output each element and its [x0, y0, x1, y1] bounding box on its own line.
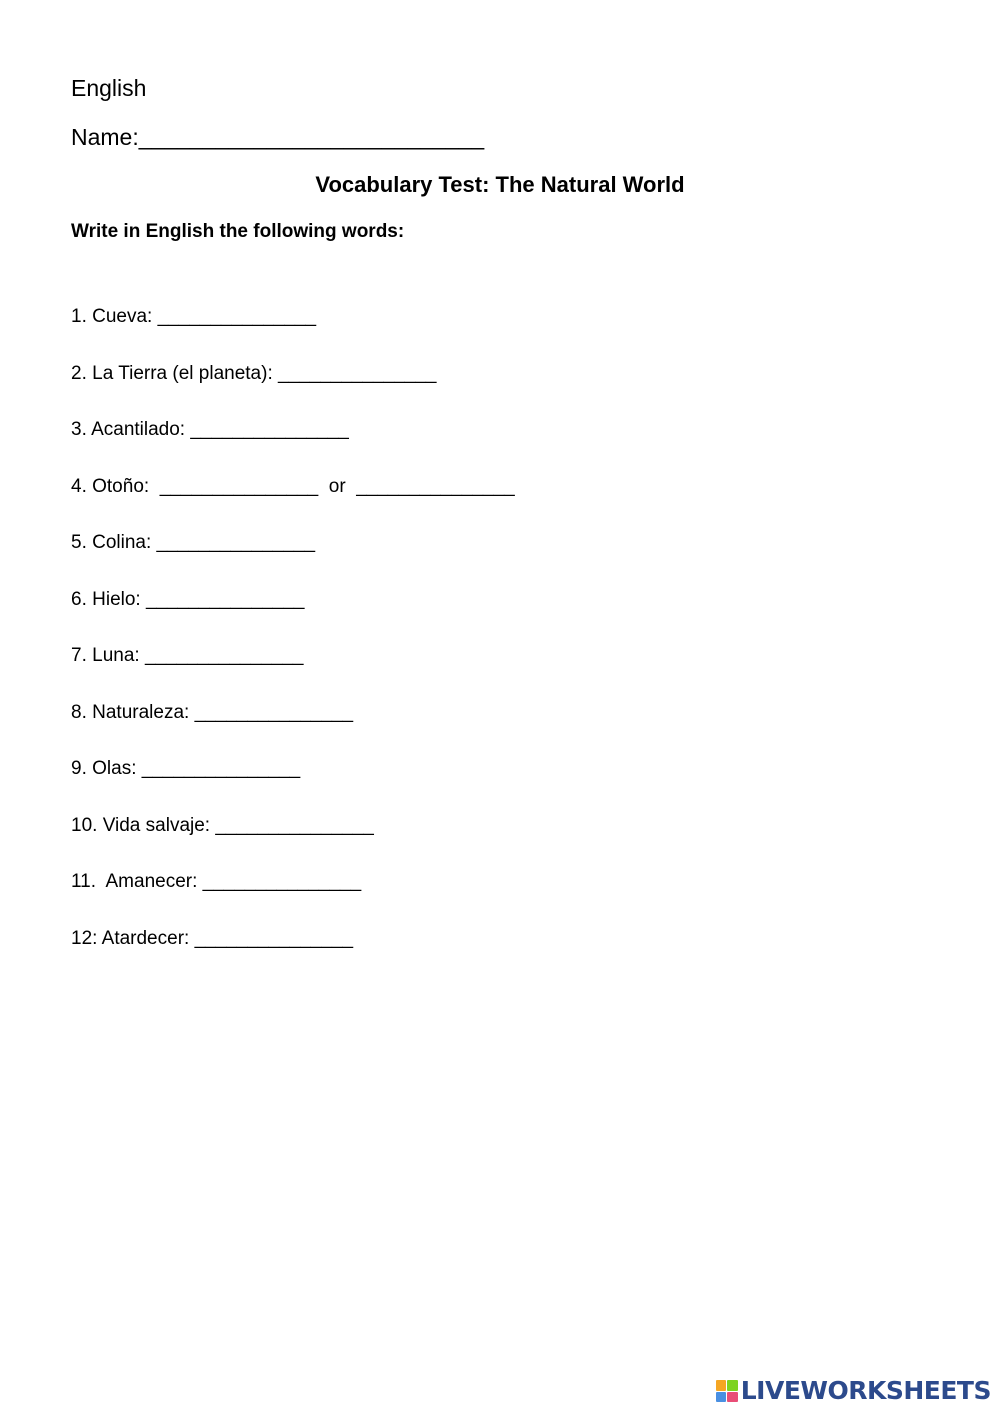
vocabulary-item-10[interactable]: 10. Vida salvaje: _______________ — [71, 814, 374, 836]
vocabulary-list — [71, 303, 515, 981]
vocabulary-item-1[interactable]: 1. Cueva: _______________ — [71, 306, 317, 327]
vocabulary-item-12[interactable]: 12: Atardecer: _______________ — [71, 927, 354, 949]
logo-square-1 — [716, 1380, 727, 1391]
logo-square-3 — [716, 1392, 727, 1403]
liveworksheets-logo-icon — [716, 1380, 738, 1402]
vocabulary-item-7[interactable]: 7. Luna: _______________ — [71, 645, 304, 666]
instruction-text: Write in English the following words: — [71, 221, 405, 242]
vocabulary-item-6[interactable]: 6. Hielo: _______________ — [71, 588, 305, 610]
page-title: Vocabulary Test: The Natural World — [315, 172, 685, 197]
logo-square-4 — [727, 1392, 738, 1403]
subject-label: English — [71, 75, 147, 101]
liveworksheets-brand — [716, 1377, 991, 1405]
brand-name: LIVEWORKSHEETS — [740, 1376, 991, 1405]
vocabulary-item-5[interactable]: 5. Colina: _______________ — [71, 532, 316, 553]
vocabulary-item-11[interactable]: 11. Amanecer: _______________ — [71, 871, 362, 892]
name-field[interactable]: Name:___________________________ — [71, 124, 485, 150]
vocabulary-item-9[interactable]: 9. Olas: _______________ — [71, 758, 301, 779]
vocabulary-item-2[interactable]: 2. La Tierra (el planeta): _______________ — [71, 362, 437, 384]
vocabulary-item-4[interactable]: 4. Otoño: _______________ or _______________ — [71, 475, 515, 497]
vocabulary-item-3[interactable]: 3. Acantilado: _______________ — [71, 419, 349, 440]
vocabulary-item-8[interactable]: 8. Naturaleza: _______________ — [71, 701, 354, 723]
logo-square-2 — [727, 1380, 738, 1391]
